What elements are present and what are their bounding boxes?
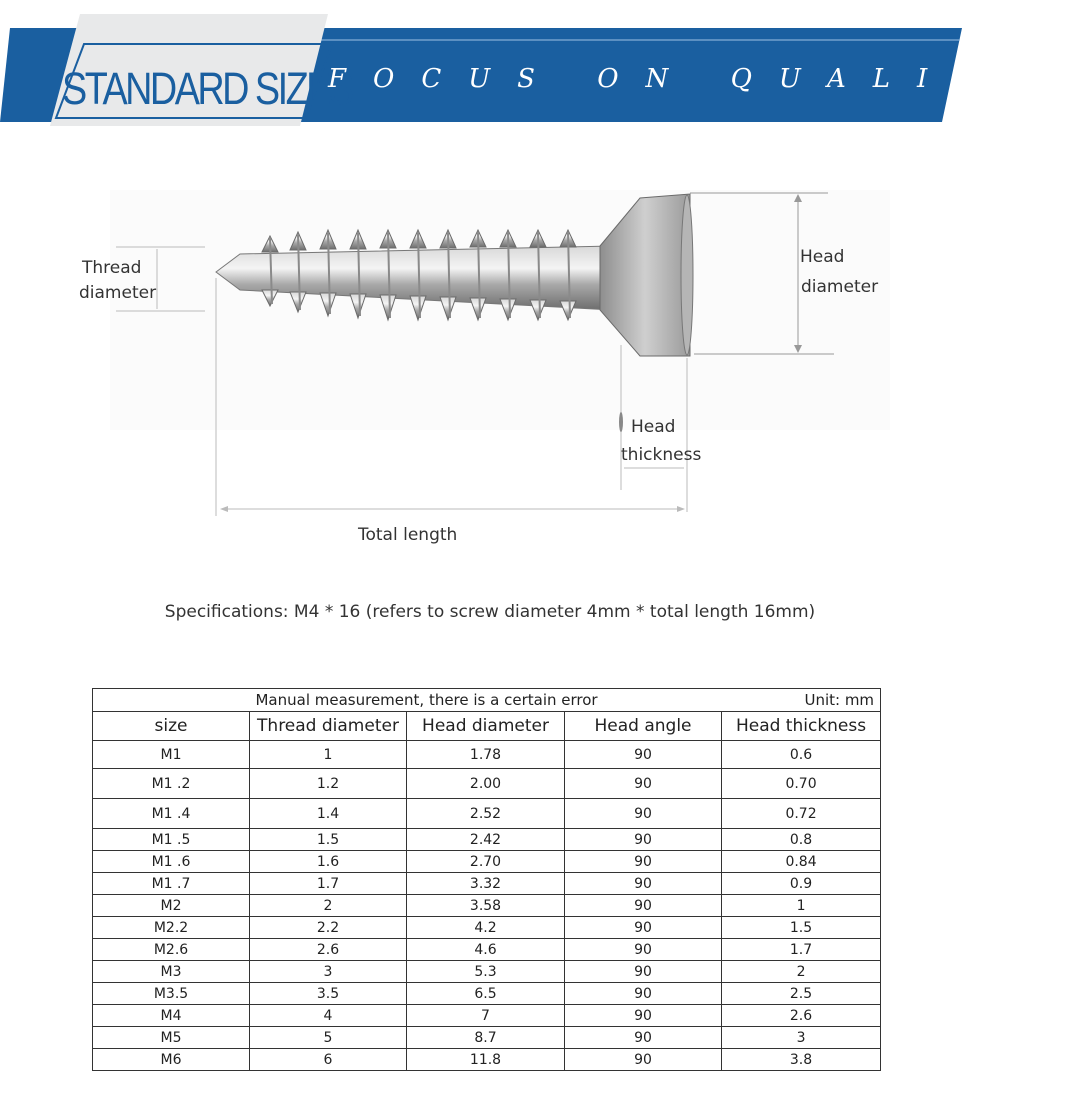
table-cell: M6 bbox=[93, 1049, 250, 1071]
table-cell: 2.6 bbox=[250, 939, 407, 961]
table-cell: 2.2 bbox=[250, 917, 407, 939]
column-header: Head thickness bbox=[722, 712, 881, 741]
table-cell: M1 .7 bbox=[93, 873, 250, 895]
table-row bbox=[93, 829, 881, 851]
table-cell: 3 bbox=[722, 1027, 881, 1049]
table-cell: 4.6 bbox=[407, 939, 565, 961]
table-cell: 90 bbox=[565, 917, 722, 939]
table-cell: M1 .2 bbox=[93, 769, 250, 799]
photo-background bbox=[110, 190, 890, 430]
table-row bbox=[93, 799, 881, 829]
table-cell: 5 bbox=[250, 1027, 407, 1049]
measurement-note: Manual measurement, there is a certain error bbox=[255, 691, 598, 709]
table-caption bbox=[93, 689, 881, 712]
table-row bbox=[93, 983, 881, 1005]
table-cell: 1.78 bbox=[407, 741, 565, 769]
table-cell: M4 bbox=[93, 1005, 250, 1027]
table-cell: 7 bbox=[407, 1005, 565, 1027]
table-cell: 90 bbox=[565, 1027, 722, 1049]
label-head-thickness-1: Head bbox=[631, 417, 676, 437]
table-cell: 1.5 bbox=[250, 829, 407, 851]
table-cell: 2.52 bbox=[407, 799, 565, 829]
table-cell: 90 bbox=[565, 799, 722, 829]
table-cell: 2 bbox=[722, 961, 881, 983]
table-cell: 1.7 bbox=[250, 873, 407, 895]
table-cell: 2.70 bbox=[407, 851, 565, 873]
size-table bbox=[92, 688, 881, 1071]
column-header: Head angle bbox=[565, 712, 722, 741]
banner-title: STANDARD SIZES bbox=[62, 63, 352, 114]
table-cell: 2.00 bbox=[407, 769, 565, 799]
table-row bbox=[93, 961, 881, 983]
table-cell: 0.8 bbox=[722, 829, 881, 851]
table-cell: 90 bbox=[565, 873, 722, 895]
banner-tagline: FOCUS ON QUALITYE bbox=[328, 64, 1089, 94]
table-cell: 6 bbox=[250, 1049, 407, 1071]
table-cell: 1.2 bbox=[250, 769, 407, 799]
column-header: Thread diameter bbox=[250, 712, 407, 741]
table-cell: 3.8 bbox=[722, 1049, 881, 1071]
table-row bbox=[93, 939, 881, 961]
table-cell: M1 bbox=[93, 741, 250, 769]
unit-label: Unit: mm bbox=[804, 691, 875, 709]
table-cell: M2.6 bbox=[93, 939, 250, 961]
label-head-thickness-2: thickness bbox=[621, 445, 702, 465]
label-thread: Thread bbox=[82, 258, 142, 278]
table-cell: M5 bbox=[93, 1027, 250, 1049]
table-cell: 8.7 bbox=[407, 1027, 565, 1049]
total-length-arrow-left bbox=[220, 506, 228, 512]
table-cell: 11.8 bbox=[407, 1049, 565, 1071]
total-length-arrow-right bbox=[677, 506, 685, 512]
table-cell: 90 bbox=[565, 769, 722, 799]
table-cell: 6.5 bbox=[407, 983, 565, 1005]
table-cell: 5.3 bbox=[407, 961, 565, 983]
table-cell: 90 bbox=[565, 1049, 722, 1071]
table-row bbox=[93, 851, 881, 873]
specification-text: Specifications: M4 * 16 (refers to screw diameter 4mm * total length 16mm) bbox=[164, 602, 816, 622]
table-row bbox=[93, 1027, 881, 1049]
column-header: Head diameter bbox=[407, 712, 565, 741]
table-cell: 3.5 bbox=[250, 983, 407, 1005]
table-cell: 90 bbox=[565, 895, 722, 917]
table-cell: M1 .5 bbox=[93, 829, 250, 851]
table-cell: M2 bbox=[93, 895, 250, 917]
table-row bbox=[93, 917, 881, 939]
table-cell: 1 bbox=[250, 741, 407, 769]
screw-diagram bbox=[0, 150, 980, 570]
table-cell: 0.72 bbox=[722, 799, 881, 829]
head-thickness-marker bbox=[619, 412, 623, 432]
table-cell: 3.58 bbox=[407, 895, 565, 917]
table-cell: 90 bbox=[565, 961, 722, 983]
label-total-length: Total length bbox=[358, 525, 458, 545]
table-cell: M3.5 bbox=[93, 983, 250, 1005]
header-banner bbox=[0, 0, 1089, 140]
table-cell: 2 bbox=[250, 895, 407, 917]
table-cell: 90 bbox=[565, 1005, 722, 1027]
table-cell: 90 bbox=[565, 939, 722, 961]
table-cell: M1 .4 bbox=[93, 799, 250, 829]
label-head: Head bbox=[800, 247, 845, 267]
table-cell: M2.2 bbox=[93, 917, 250, 939]
table-cell: M1 .6 bbox=[93, 851, 250, 873]
table-row bbox=[93, 895, 881, 917]
table-row bbox=[93, 873, 881, 895]
table-cell: 90 bbox=[565, 741, 722, 769]
table-cell: 1.4 bbox=[250, 799, 407, 829]
table-cell: 90 bbox=[565, 829, 722, 851]
table-cell: 1 bbox=[722, 895, 881, 917]
screw-head-face bbox=[681, 195, 693, 355]
label-thread-diameter: diameter bbox=[79, 283, 157, 303]
table-cell: 1.7 bbox=[722, 939, 881, 961]
screw-illustration bbox=[0, 150, 980, 570]
table-cell: 1.6 bbox=[250, 851, 407, 873]
table-row bbox=[93, 741, 881, 769]
table-cell: 2.6 bbox=[722, 1005, 881, 1027]
table-cell: 90 bbox=[565, 983, 722, 1005]
label-head-diameter: diameter bbox=[801, 277, 879, 297]
table-caption-row bbox=[93, 689, 881, 712]
table-cell: 0.84 bbox=[722, 851, 881, 873]
table-cell: 0.70 bbox=[722, 769, 881, 799]
table-cell: 1.5 bbox=[722, 917, 881, 939]
table-cell: 4.2 bbox=[407, 917, 565, 939]
table-cell: 2.42 bbox=[407, 829, 565, 851]
table-header-row bbox=[93, 712, 881, 741]
table-cell: 4 bbox=[250, 1005, 407, 1027]
table-cell: 3.32 bbox=[407, 873, 565, 895]
table-cell: 0.9 bbox=[722, 873, 881, 895]
column-header: size bbox=[93, 712, 250, 741]
table-row bbox=[93, 769, 881, 799]
table-cell: 0.6 bbox=[722, 741, 881, 769]
table-cell: 2.5 bbox=[722, 983, 881, 1005]
table-row bbox=[93, 1049, 881, 1071]
table-body bbox=[93, 741, 881, 1071]
table-cell: M3 bbox=[93, 961, 250, 983]
table-row bbox=[93, 1005, 881, 1027]
table-cell: 3 bbox=[250, 961, 407, 983]
table-cell: 90 bbox=[565, 851, 722, 873]
